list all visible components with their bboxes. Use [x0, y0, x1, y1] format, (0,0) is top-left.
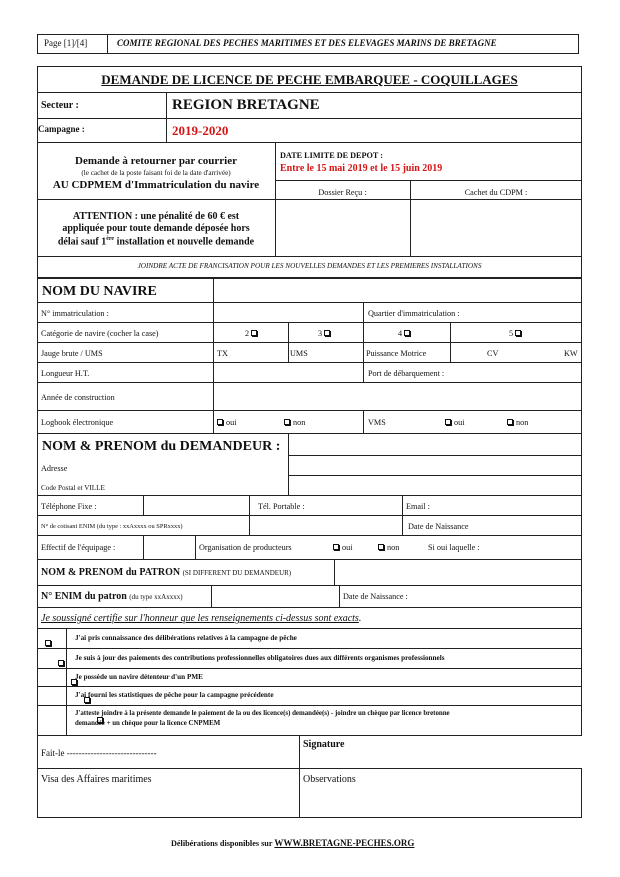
return-to: AU CDPMEM d'Immatriculation du navire [52, 179, 260, 191]
checkbox-icon[interactable] [324, 330, 330, 336]
patron-heading: NOM & PRENOM du PATRON (SI DIFFERENT DU DEMANDEUR) [41, 567, 292, 578]
cat-option-3[interactable]: 3 [318, 330, 333, 338]
certif-checkbox-2[interactable] [58, 660, 64, 666]
secteur-label: Secteur : [41, 100, 79, 111]
org-prod-oui[interactable]: oui [333, 544, 352, 552]
checkbox-icon[interactable] [507, 419, 513, 425]
checkbox-icon[interactable] [251, 330, 257, 336]
certif-checkbox-1[interactable] [45, 640, 51, 646]
effectif-label: Effectif de l'équipage : [41, 543, 116, 552]
deadline-label: DATE LIMITE DE DEPOT : [280, 151, 383, 160]
vms-label: VMS [368, 418, 386, 427]
certif-item-4: J'ai fourni les statistiques de pêche pour la campagne précédente [75, 691, 274, 699]
org-prod-label: Organisation de producteurs [199, 543, 292, 552]
tel-port-label: Tél. Portable : [258, 502, 305, 511]
joindre-note: JOINDRE ACTE DE FRANCISATION POUR LES NOUVELLES DEMANDES ET LES PREMIERES INSTALLATIONS [137, 262, 482, 270]
page-label: Page [1]/[4] [44, 38, 88, 48]
campagne-value: 2019-2020 [172, 123, 229, 138]
si-oui-label: Si oui laquelle : [428, 543, 480, 552]
deliberations-text: Délibérations disponibles sur WWW.BRETAGNE-PECHES.ORG [171, 838, 415, 848]
certif-item-2: Je suis à jour des paiements des contributions professionnelles obligatoires dues aux différents organismes professionnels [75, 654, 445, 662]
return-title: Demande à retourner par courrier [75, 155, 237, 167]
puissance-label: Puissance Motrice [366, 349, 427, 358]
certif-item-3: Je possède un navire détenteur d'un PME [75, 673, 203, 681]
org-title: COMITE REGIONAL DES PECHES MARITIMES ET DES ELEVAGES MARINS DE BRETAGNE [117, 38, 497, 48]
demandeur-heading: NOM & PRENOM du DEMANDEUR : [42, 439, 281, 454]
categorie-label: Catégorie de navire (cocher la case) [41, 329, 159, 338]
longueur-label: Longueur H.T. [41, 369, 90, 378]
cat-option-4[interactable]: 4 [398, 330, 413, 338]
naissance-label: Date de Naissance [408, 522, 469, 531]
quartier-label: Quartier d'immatriculation : [368, 309, 460, 318]
logbook-oui[interactable]: oui [217, 419, 236, 427]
cotisant-label: N° de cotisant ENIM (du type : xxAxxxx ou SPRxxxx) [41, 523, 183, 530]
tx-label: TX [217, 349, 228, 358]
fait-le-label: Fait-le ------------------------------ [41, 748, 157, 758]
patron-naissance-label: Date de Naissance : [343, 592, 408, 601]
certif-title: Je soussigné certifie sur l'honneur que les renseignements ci-dessus sont exacts. [41, 613, 362, 624]
checkbox-icon[interactable] [515, 330, 521, 336]
cachet-cdpm: Cachet du CDPM : [464, 188, 528, 197]
certif-item-5b: demandée + un chèque pour la licence CNPMEM [75, 720, 221, 727]
dossier-recu: Dossier Reçu : [318, 188, 367, 197]
enim-patron-label: N° ENIM du patron (du type xxAxxxx) [41, 591, 183, 602]
certif-item-1: J'ai pris connaissance des délibérations relatives à la campagne de pêche [75, 634, 297, 642]
navire-heading: NOM DU NAVIRE [42, 284, 157, 299]
form-title: DEMANDE DE LICENCE DE PECHE EMBARQUEE - COQUILLAGES [101, 72, 518, 87]
vms-oui[interactable]: oui [445, 419, 464, 427]
checkbox-icon[interactable] [333, 544, 339, 550]
ums-label: UMS [290, 349, 308, 358]
return-note: (le cachet de la poste faisant foi de la date d'arrivée) [81, 169, 231, 177]
tel-fixe-label: Téléphone Fixe : [41, 502, 97, 511]
observations-label: Observations [303, 774, 356, 785]
attention-3: délai sauf 1ère installation et nouvelle demande [57, 236, 255, 248]
immat-label: N° immatriculation : [41, 309, 109, 318]
campagne-label: Campagne : [38, 124, 85, 134]
visa-label: Visa des Affaires maritimes [41, 774, 152, 785]
certif-item-5: J'atteste joindre à la présente demande le paiement de la ou des licence(s) demandée(s) - joindre un chèque par licence bretonne [75, 710, 450, 717]
cat-option-2[interactable]: 2 [245, 330, 260, 338]
vms-non[interactable]: non [507, 419, 528, 427]
secteur-value: REGION BRETAGNE [172, 97, 320, 113]
deadline-value: Entre le 15 mai 2019 et le 15 juin 2019 [280, 163, 443, 174]
checkbox-icon[interactable] [284, 419, 290, 425]
port-label: Port de débarquement : [368, 369, 445, 378]
attention-1: ATTENTION : une pénalité de 60 € est [72, 211, 240, 222]
cp-label: Code Postal et VILLE [41, 484, 105, 492]
checkbox-icon[interactable] [378, 544, 384, 550]
website-link[interactable]: WWW.BRETAGNE-PECHES.ORG [274, 838, 415, 848]
cat-option-5[interactable]: 5 [509, 330, 524, 338]
annee-label: Année de construction [41, 393, 115, 402]
cv-label: CV [487, 349, 499, 358]
checkbox-icon[interactable] [404, 330, 410, 336]
adresse-label: Adresse [41, 464, 68, 473]
signature-label: Signature [303, 739, 345, 750]
jauge-label: Jauge brute / UMS [41, 349, 103, 358]
logbook-non[interactable]: non [284, 419, 305, 427]
org-prod-non[interactable]: non [378, 544, 399, 552]
checkbox-icon[interactable] [445, 419, 451, 425]
attention-2: appliquée pour toute demande déposée hors [62, 223, 250, 234]
checkbox-icon[interactable] [217, 419, 223, 425]
email-label: Email : [406, 502, 430, 511]
kw-label: KW [564, 349, 578, 358]
logbook-label: Logbook électronique [41, 418, 114, 427]
